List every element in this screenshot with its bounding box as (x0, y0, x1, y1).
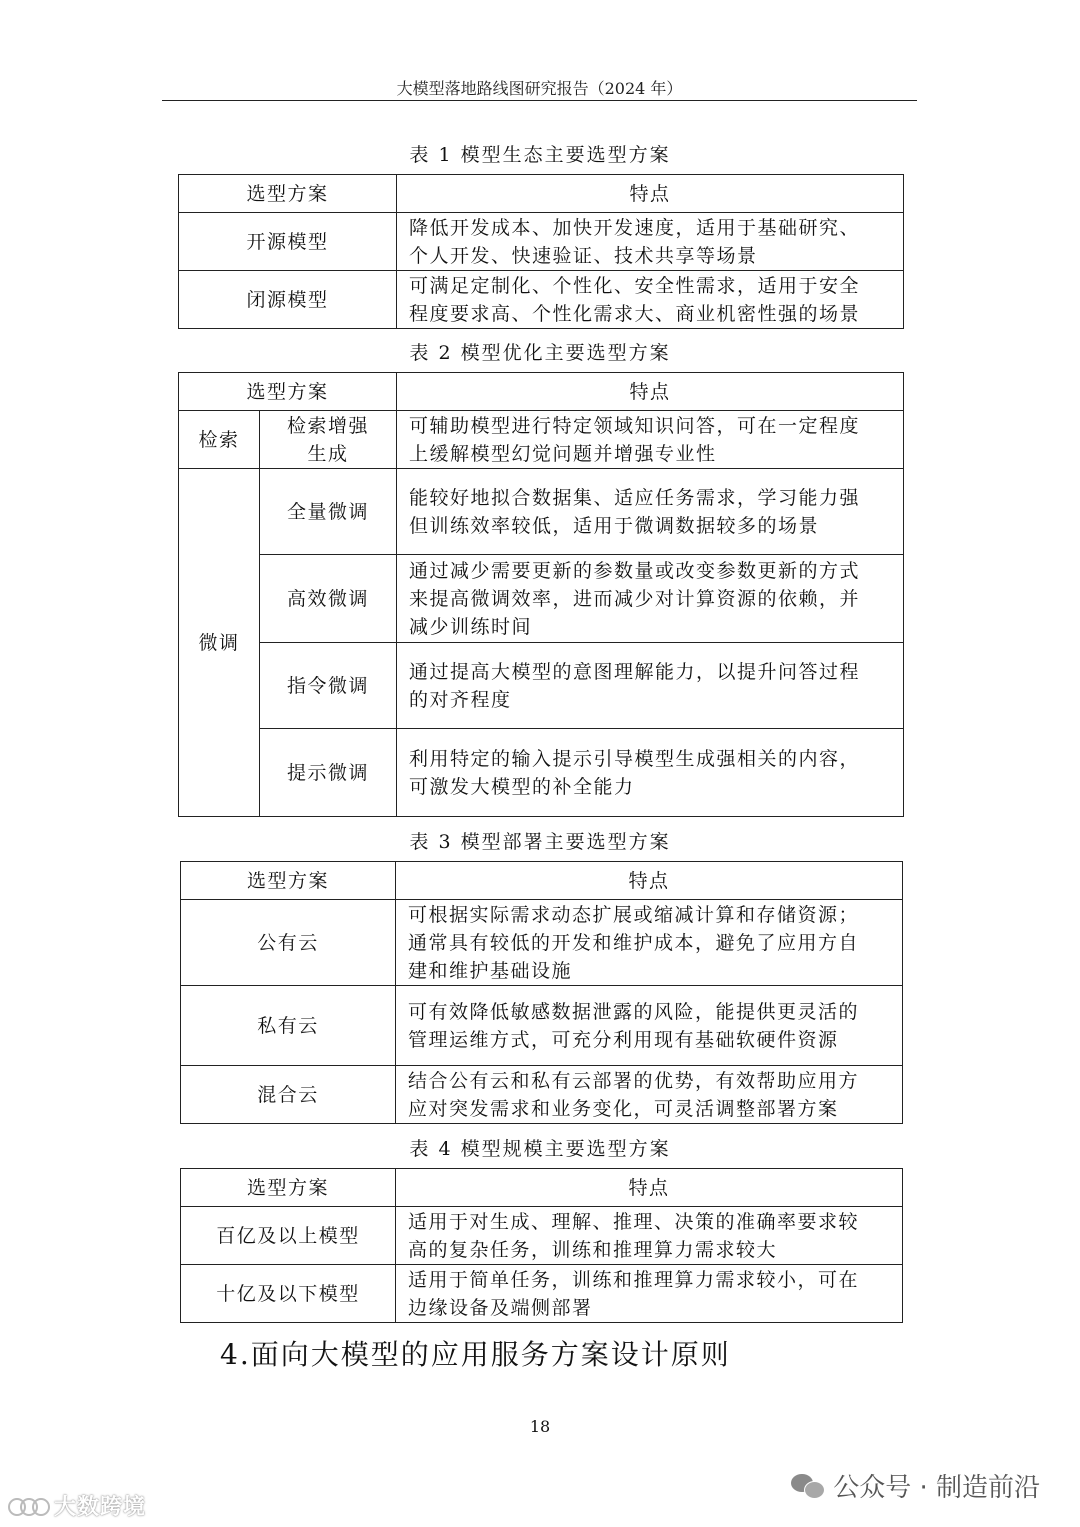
running-header: 大模型落地路线图研究报告（2024 年） (396, 79, 683, 98)
table-2 (178, 372, 904, 817)
feature-line: 适用于对生成、理解、推理、决策的准确率要求较 (408, 1210, 860, 1233)
table-row (179, 729, 904, 817)
table-row (179, 643, 904, 729)
table-3 (180, 861, 903, 1124)
table-row (179, 213, 904, 271)
feature-cell (396, 900, 903, 986)
feature-line: 高的复杂任务，训练和推理算力需求较大 (408, 1238, 778, 1261)
feature-cell (397, 643, 904, 729)
feature-cell (396, 1066, 903, 1124)
feature-line: 边缘设备及端侧部署 (408, 1296, 593, 1319)
feature-line: 适用于简单任务，训练和推理算力需求较小，可在 (408, 1268, 860, 1291)
feature-cell (397, 555, 904, 643)
wechat-icon (791, 1472, 825, 1500)
scheme-cell: 混合云 (181, 1066, 396, 1124)
scheme-cell: 全量微调 (260, 469, 397, 555)
col-header-feature: 特点 (397, 175, 904, 213)
table-row (181, 900, 903, 986)
table-row (179, 555, 904, 643)
table-3-caption: 表 3 模型部署主要选型方案 (409, 831, 671, 853)
table-row (179, 271, 904, 329)
col-header-feature: 特点 (396, 862, 903, 900)
scheme-line: 检索增强 (287, 414, 370, 437)
table-row (181, 1265, 903, 1323)
table-4-caption: 表 4 模型规模主要选型方案 (409, 1138, 671, 1160)
feature-line: 减少训练时间 (409, 615, 533, 638)
scheme-cell: 开源模型 (179, 213, 397, 271)
feature-line: 可辅助模型进行特定领域知识问答，可在一定程度 (409, 414, 861, 437)
feature-line: 利用特定的输入提示引导模型生成强相关的内容， (409, 747, 861, 770)
feature-line: 通过提高大模型的意图理解能力，以提升问答过程 (409, 660, 861, 683)
table-row (179, 469, 904, 555)
table-header-row (179, 373, 904, 411)
feature-cell (397, 411, 904, 469)
feature-cell (396, 986, 903, 1066)
col-header-scheme: 选型方案 (181, 1169, 396, 1207)
col-header-feature: 特点 (397, 373, 904, 411)
header-rule (162, 100, 917, 101)
scheme-cell: 提示微调 (260, 729, 397, 817)
table-header-row (179, 175, 904, 213)
table-1 (178, 174, 904, 329)
feature-line: 来提高微调效率，进而减少对计算资源的依赖，并 (409, 587, 861, 610)
scheme-cell: 闭源模型 (179, 271, 397, 329)
table-header-row (181, 862, 903, 900)
category-cell: 检索 (179, 411, 260, 469)
feature-line: 可有效降低敏感数据泄露的风险，能提供更灵活的 (408, 1000, 860, 1023)
feature-line: 个人开发、快速验证、技术共享等场景 (409, 244, 758, 267)
feature-line: 应对突发需求和业务变化，可灵活调整部署方案 (408, 1097, 839, 1120)
category-cell: 微调 (179, 469, 260, 817)
feature-line: 建和维护基础设施 (408, 959, 573, 982)
col-header-feature: 特点 (396, 1169, 903, 1207)
feature-line: 但训练效率较低，适用于微调数据较多的场景 (409, 514, 820, 537)
table-4 (180, 1168, 903, 1323)
watermark-left-text: 大数跨境 (54, 1495, 147, 1520)
feature-cell (396, 1265, 903, 1323)
scheme-cell: 私有云 (181, 986, 396, 1066)
feature-line: 可根据实际需求动态扩展或缩减计算和存储资源； (408, 903, 860, 926)
watermark-logo-icon (8, 1495, 50, 1517)
feature-line: 上缓解模型幻觉问题并增强专业性 (409, 442, 717, 465)
feature-cell (397, 271, 904, 329)
feature-line: 通常具有较低的开发和维护成本，避免了应用方自 (408, 931, 860, 954)
feature-line: 结合公有云和私有云部署的优势，有效帮助应用方 (408, 1069, 860, 1092)
col-header-scheme: 选型方案 (181, 862, 396, 900)
table-2-caption: 表 2 模型优化主要选型方案 (409, 342, 671, 364)
scheme-cell: 高效微调 (260, 555, 397, 643)
scheme-cell: 百亿及以上模型 (181, 1207, 396, 1265)
table-row (179, 411, 904, 469)
table-header-row (181, 1169, 903, 1207)
feature-line: 可激发大模型的补全能力 (409, 775, 635, 798)
scheme-cell: 十亿及以下模型 (181, 1265, 396, 1323)
watermark-wechat (791, 1467, 1040, 1504)
col-header-scheme: 选型方案 (179, 175, 397, 213)
section-heading: 4.面向大模型的应用服务方案设计原则 (220, 1338, 731, 1371)
watermark-right-text: 公众号 · 制造前沿 (833, 1473, 1040, 1503)
watermark-left (8, 1490, 146, 1521)
feature-line: 能较好地拟合数据集、适应任务需求，学习能力强 (409, 486, 861, 509)
feature-line: 的对齐程度 (409, 688, 512, 711)
col-header-scheme: 选型方案 (179, 373, 397, 411)
table-row (181, 986, 903, 1066)
scheme-line: 生成 (307, 442, 349, 465)
feature-line: 管理运维方式，可充分利用现有基础软硬件资源 (408, 1028, 839, 1051)
feature-cell (397, 213, 904, 271)
feature-line: 可满足定制化、个性化、安全性需求，适用于安全 (409, 274, 861, 297)
table-1-caption: 表 1 模型生态主要选型方案 (409, 144, 671, 166)
page-number: 18 (529, 1417, 551, 1436)
feature-line: 通过减少需要更新的参数量或改变参数更新的方式 (409, 559, 861, 582)
scheme-cell (260, 411, 397, 469)
feature-cell (397, 729, 904, 817)
feature-line: 降低开发成本、加快开发速度，适用于基础研究、 (409, 216, 861, 239)
feature-line: 程度要求高、个性化需求大、商业机密性强的场景 (409, 302, 861, 325)
feature-cell (397, 469, 904, 555)
table-row (181, 1207, 903, 1265)
scheme-cell: 指令微调 (260, 643, 397, 729)
scheme-cell: 公有云 (181, 900, 396, 986)
feature-cell (396, 1207, 903, 1265)
table-row (181, 1066, 903, 1124)
